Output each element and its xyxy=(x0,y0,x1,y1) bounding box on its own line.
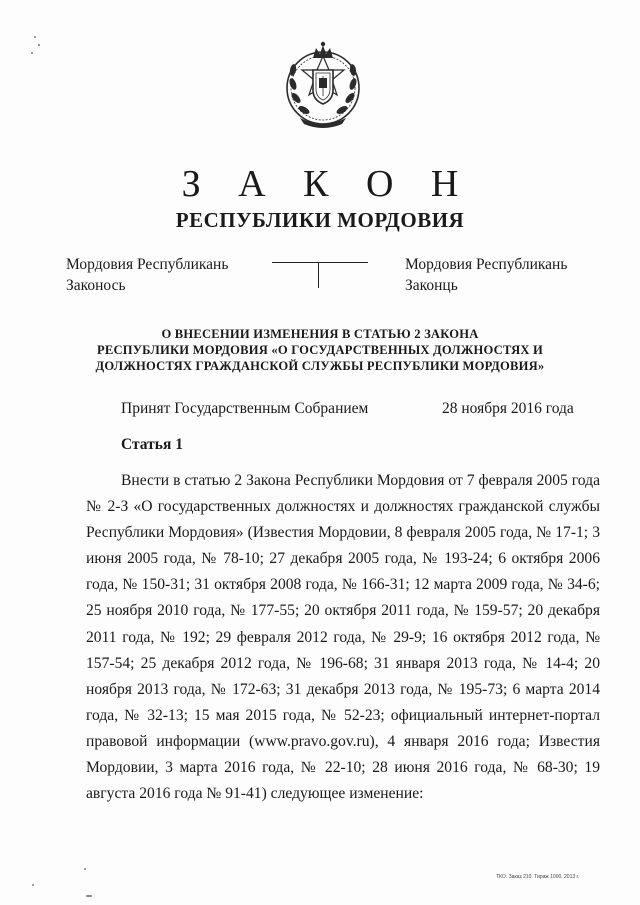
header-divider-vertical xyxy=(318,262,319,288)
print-footer-code: ТКО. Заказ 210. Тираж 1000. 2013 г. xyxy=(496,874,580,880)
scan-speck xyxy=(38,44,40,46)
header-divider-horizontal xyxy=(272,262,368,263)
moksha-line-1: Мордовия Республикань xyxy=(66,256,229,273)
republic-subtitle: РЕСПУБЛИКИ МОРДОВИЯ xyxy=(175,208,465,232)
law-heading-line-2: РЕСПУБЛИКИ МОРДОВИЯ «О ГОСУДАРСТВЕННЫХ ДОЛЖНОСТЯХ И xyxy=(96,343,544,357)
erzya-line-2: Законць xyxy=(405,277,458,294)
law-heading-line-3: ДОЛЖНОСТЯХ ГРАЖДАНСКОЙ СЛУЖБЫ РЕСПУБЛИКИ МОРДОВИЯ» xyxy=(95,359,545,373)
scan-speck xyxy=(31,52,33,54)
coat-of-arms-icon xyxy=(280,40,366,130)
law-title: З А К О Н xyxy=(181,163,473,205)
moksha-line-2: Законось xyxy=(66,277,126,294)
scan-speck xyxy=(34,36,36,38)
adopted-date: 28 ноября 2016 года xyxy=(442,400,574,417)
moksha-heading xyxy=(66,254,228,296)
scan-speck xyxy=(84,868,86,870)
erzya-line-1: Мордовия Республикань xyxy=(405,256,568,273)
scan-speck xyxy=(86,895,92,897)
law-heading xyxy=(80,326,560,374)
article-title: Статья 1 xyxy=(121,436,183,453)
article-body: Внести в статью 2 Закона Республики Мордовия от 7 февраля 2005 года № 2-З «О государственных должностях и должностях гражданской службы Республики Мордовия» (Известия Мордовии, 8 февраля 2005 года, № 17-1; 3 июня 2005 года, № 78-10; 27 декабря 2005 года, № 193-24; 6 октября 2006 года, № 150-31; 31 октября 2008 года, № 166-31; 12 марта 2009 года, № 34-6; 25 ноября 2010 года, № 177-55; 20 октября 2011 года, № 159-57; 20 декабря 2011 года, № 192; 29 февраля 2012 года, № 29-9; 16 октября 2012 года, № 157-54; 25 декабря 2012 года, № 196-68; 31 января 2013 года, № 14-4; 20 ноября 2013 года, № 172-63; 31 декабря 2013 года, № 195-73; 6 марта 2014 года, № 32-13; 15 мая 2015 года, № 52-23; официальный интернет-портал правовой информации (www.pravo.gov.ru), 4 января 2016 года; Известия Мордовии, 3 марта 2016 года, № 22-10; 28 июня 2016 года, № 68-30; 19 августа 2016 года № 91-41) следующее изменение: xyxy=(86,472,600,803)
scan-speck xyxy=(32,884,34,886)
erzya-heading xyxy=(405,254,567,296)
adopted-by-label: Принят Государственным Собранием xyxy=(121,400,369,417)
law-heading-line-1: О ВНЕСЕНИИ ИЗМЕНЕНИЯ В СТАТЬЮ 2 ЗАКОНА xyxy=(161,327,479,341)
